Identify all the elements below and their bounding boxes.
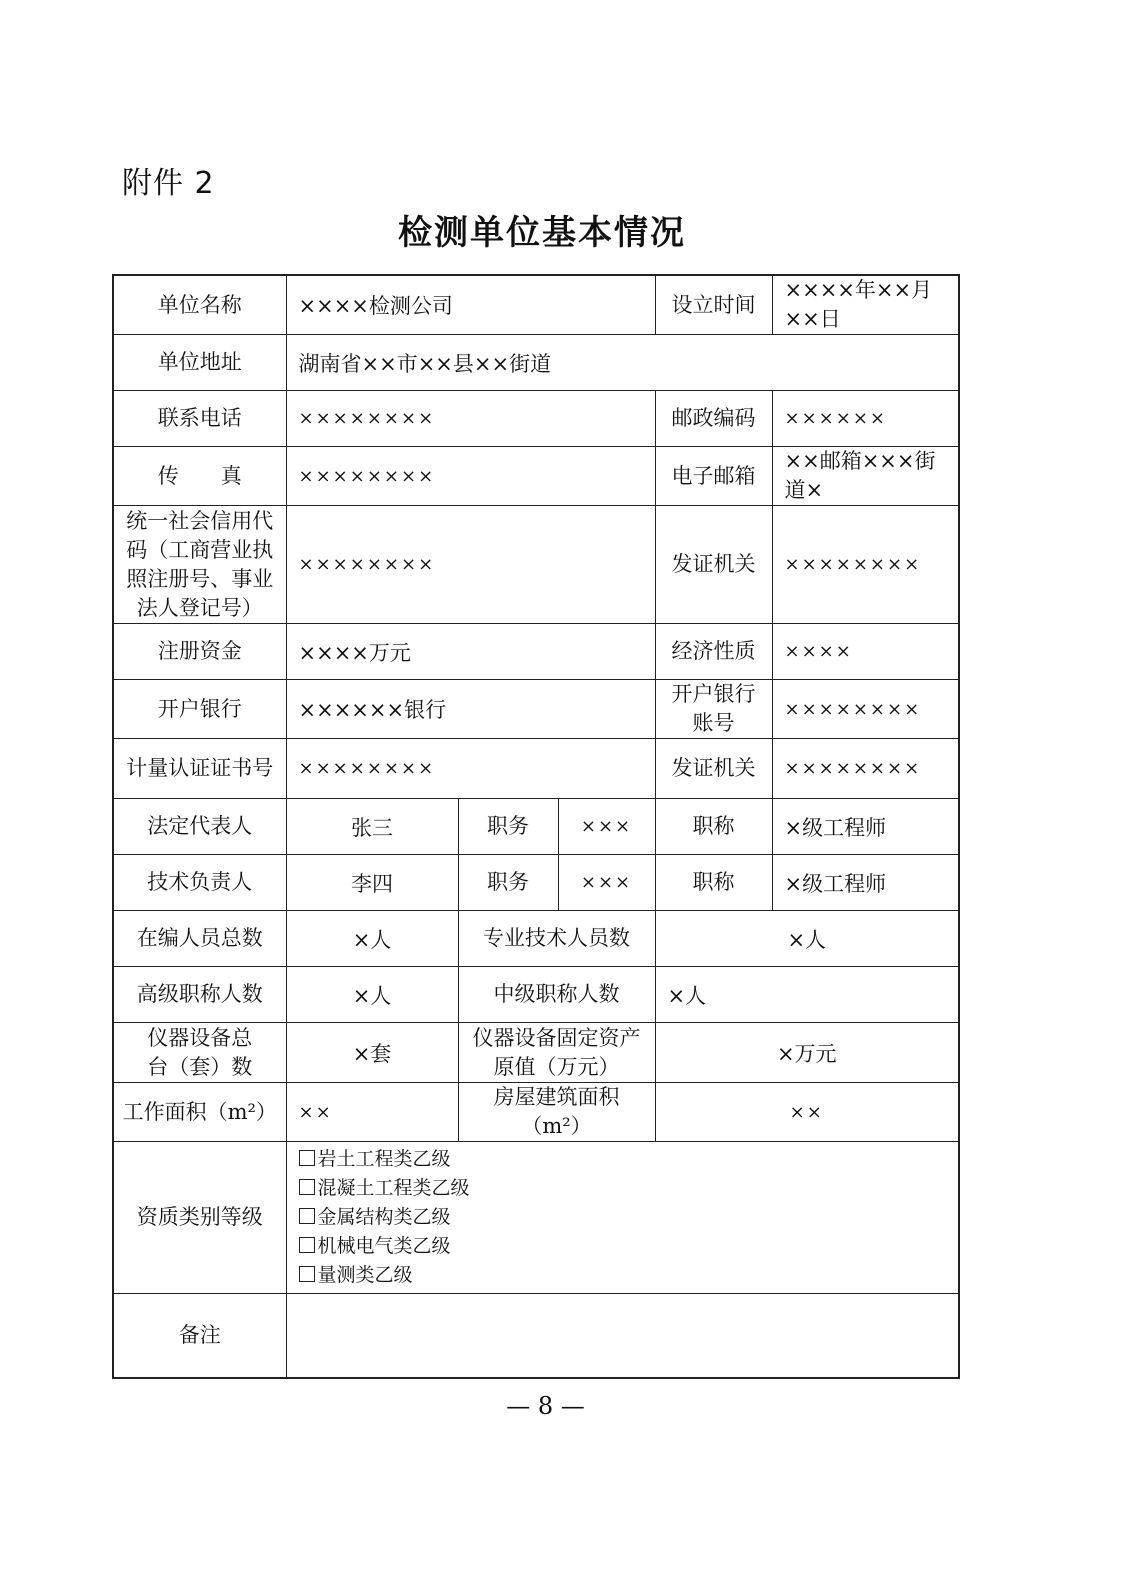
equipment-value-label: 仪器设备固定资产原值（万元）: [458, 1023, 655, 1083]
credit-code-value: ××××××××: [286, 506, 655, 624]
bank-label: 开户银行: [113, 680, 286, 739]
capital-label: 注册资金: [113, 624, 286, 680]
postcode-label: 邮政编码: [655, 391, 772, 447]
issuer-label: 发证机关: [655, 506, 772, 624]
senior-value: ×人: [286, 967, 458, 1023]
checkbox-icon[interactable]: [299, 1179, 315, 1195]
tech-lead-title-value: ×级工程师: [772, 855, 959, 911]
tech-staff-label: 专业技术人员数: [458, 911, 655, 967]
tech-lead-label: 技术负责人: [113, 855, 286, 911]
equipment-count-label: 仪器设备总台（套）数: [113, 1023, 286, 1083]
address-label: 单位地址: [113, 335, 286, 391]
tech-lead-title-label: 职称: [655, 855, 772, 911]
checkbox-icon[interactable]: [299, 1266, 315, 1282]
phone-value: ××××××××: [286, 391, 655, 447]
intermediate-label: 中级职称人数: [458, 967, 655, 1023]
email-label: 电子邮箱: [655, 447, 772, 506]
qualification-item[interactable]: 混凝土工程类乙级: [299, 1174, 953, 1203]
credit-code-label: 统一社会信用代码（工商营业执照注册号、事业法人登记号）: [113, 506, 286, 624]
legal-rep-position-label: 职务: [458, 799, 558, 855]
checkbox-icon[interactable]: [299, 1208, 315, 1224]
legal-rep-value: 张三: [286, 799, 458, 855]
work-area-value: ××: [286, 1083, 458, 1142]
page-title: 检测单位基本情况: [398, 213, 686, 253]
issuer-value: ××××××××: [772, 506, 959, 624]
metrology-cert-value: ××××××××: [286, 739, 655, 799]
qualification-item[interactable]: 量测类乙级: [299, 1261, 953, 1290]
attachment-label: 附件 2: [122, 166, 215, 201]
qualification-item[interactable]: 岩土工程类乙级: [299, 1145, 953, 1174]
equipment-value-value: ×万元: [655, 1023, 959, 1083]
established-label: 设立时间: [655, 275, 772, 335]
metrology-issuer-value: ××××××××: [772, 739, 959, 799]
tech-lead-position-label: 职务: [458, 855, 558, 911]
metrology-issuer-label: 发证机关: [655, 739, 772, 799]
bank-account-value: ××××××××: [772, 680, 959, 739]
tech-staff-value: ×人: [655, 911, 959, 967]
building-area-label: 房屋建筑面积（m²）: [458, 1083, 655, 1142]
econ-nature-label: 经济性质: [655, 624, 772, 680]
qualification-list: [286, 1142, 959, 1294]
remarks-value[interactable]: [286, 1294, 959, 1378]
phone-label: 联系电话: [113, 391, 286, 447]
tech-lead-value: 李四: [286, 855, 458, 911]
checkbox-icon[interactable]: [299, 1237, 315, 1253]
qualification-item[interactable]: 金属结构类乙级: [299, 1203, 953, 1232]
legal-rep-title-value: ×级工程师: [772, 799, 959, 855]
remarks-label: 备注: [113, 1294, 286, 1378]
legal-rep-title-label: 职称: [655, 799, 772, 855]
econ-nature-value: ××××: [772, 624, 959, 680]
fax-label: 传 真: [113, 447, 286, 506]
legal-rep-position-value: ×××: [558, 799, 655, 855]
tech-lead-position-value: ×××: [558, 855, 655, 911]
fax-value: ××××××××: [286, 447, 655, 506]
bank-account-label: 开户银行账号: [655, 680, 772, 739]
page-number: — 8 —: [506, 1392, 585, 1420]
email-value: ××邮箱×××街道×: [772, 447, 959, 506]
capital-value: ××××万元: [286, 624, 655, 680]
qualification-label: 资质类别等级: [113, 1142, 286, 1294]
legal-rep-label: 法定代表人: [113, 799, 286, 855]
metrology-cert-label: 计量认证证书号: [113, 739, 286, 799]
established-value: ××××年××月××日: [772, 275, 959, 335]
equipment-count-value: ×套: [286, 1023, 458, 1083]
staff-total-label: 在编人员总数: [113, 911, 286, 967]
postcode-value: ××××××: [772, 391, 959, 447]
building-area-value: ××: [655, 1083, 959, 1142]
checkbox-icon[interactable]: [299, 1150, 315, 1166]
senior-label: 高级职称人数: [113, 967, 286, 1023]
info-table: [112, 274, 960, 1379]
intermediate-value: ×人: [655, 967, 959, 1023]
bank-value: ××××××银行: [286, 680, 655, 739]
unit-name-label: 单位名称: [113, 275, 286, 335]
work-area-label: 工作面积（m²）: [113, 1083, 286, 1142]
address-value: 湖南省××市××县××街道: [286, 335, 959, 391]
unit-name-value: ××××检测公司: [286, 275, 655, 335]
staff-total-value: ×人: [286, 911, 458, 967]
qualification-item[interactable]: 机械电气类乙级: [299, 1232, 953, 1261]
